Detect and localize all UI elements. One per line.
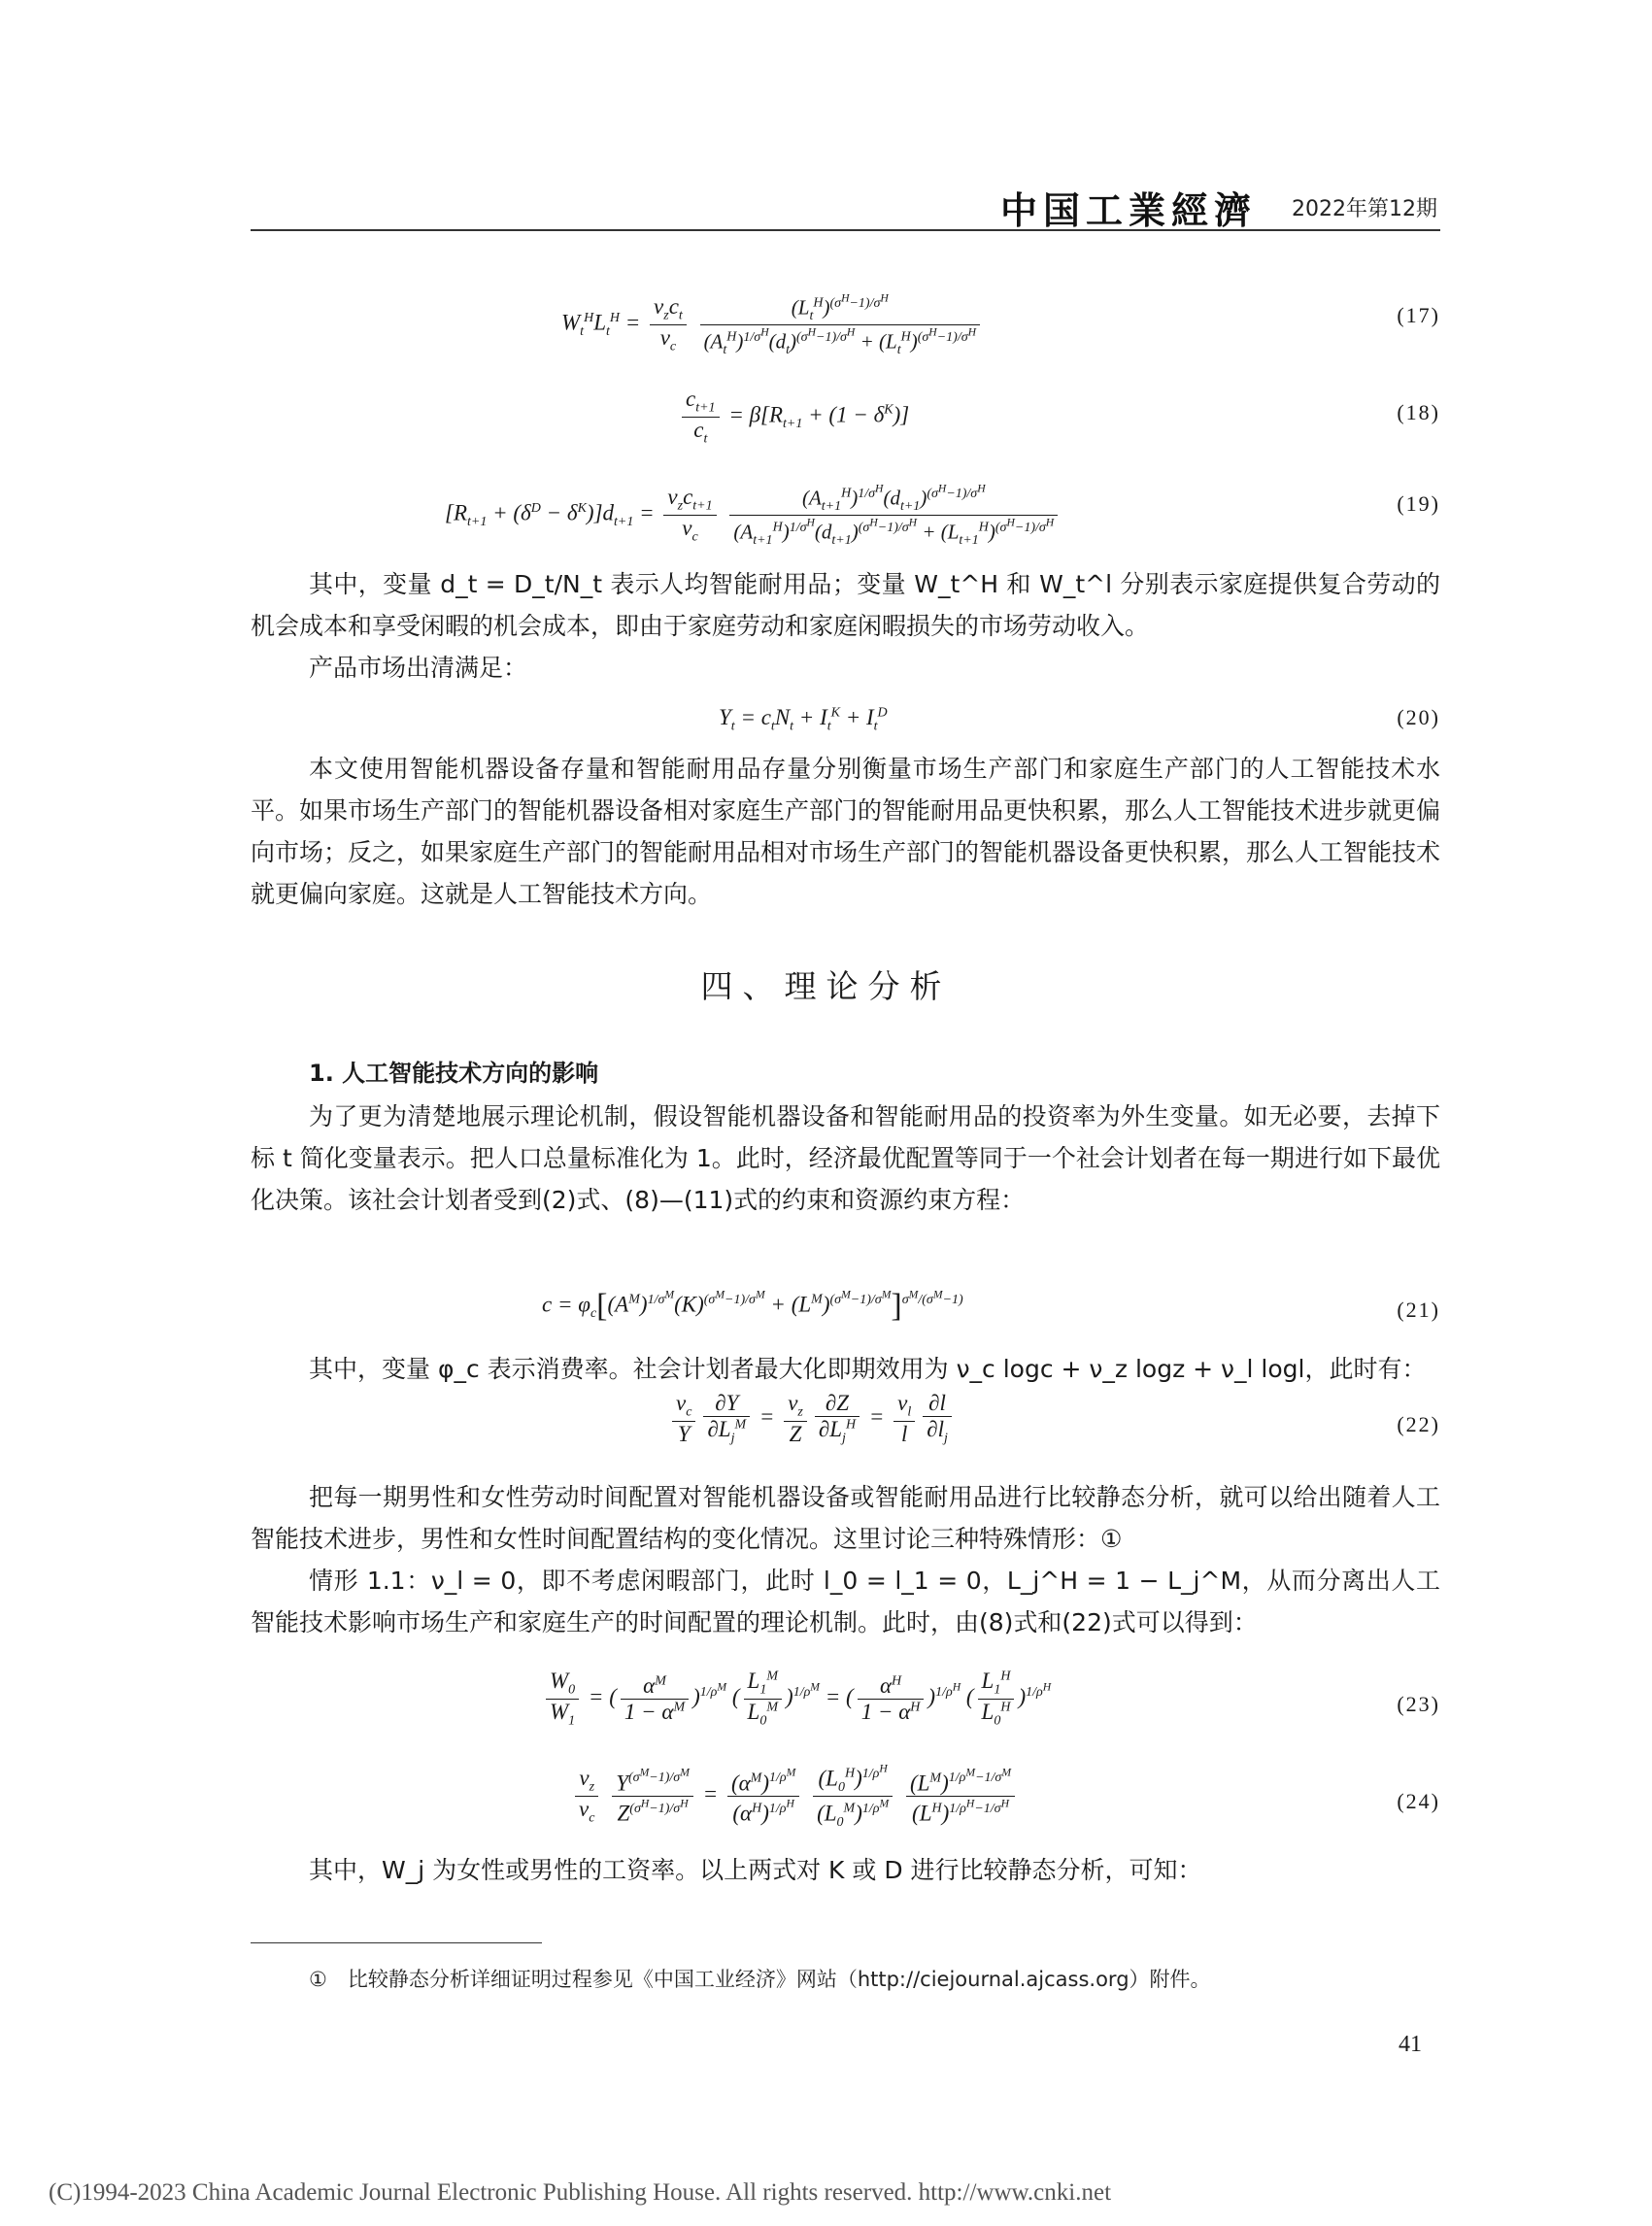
footnote-rule bbox=[251, 1942, 542, 1943]
equation-number: (23) bbox=[1397, 1692, 1440, 1716]
equation-number: (17) bbox=[1397, 303, 1440, 327]
paragraph: 产品市场出清满足： bbox=[309, 654, 528, 682]
journal-name: 中国工業經濟 bbox=[1000, 189, 1258, 232]
equation-number: (24) bbox=[1397, 1789, 1440, 1813]
equation-18: $\frac{c_{t+1}}{c_t}$ = $\beta[R_{t+1} + (1 - \delta^K)]$ (18) bbox=[251, 387, 1440, 455]
equation-number: (21) bbox=[1397, 1298, 1440, 1322]
equation-number: (22) bbox=[1397, 1412, 1440, 1436]
equation-24: $\frac{\nu_z}{\nu_c}$ $\frac{Y^{(\sigma^M-1)/\sigma^M}}{Z^{(\sigma^H-1)/\sigma^H}}$ = $\frac{(\alpha^M)^{1/\rho^M}}{(\alpha^H)^{1/\rho^H}}$ $\frac{(L_0^H)^{1/\rho^H}}{(L_0^M)^{1/\rho^M}}$ $\frac{(L^M)^{1/\rho^M-1/\sigma^M}}{(L^H)^{1/\rho^H-1/\sigma^H}}$ (24) bbox=[251, 1756, 1440, 1853]
equation-number: (19) bbox=[1397, 491, 1440, 516]
paragraph: 为了更为清楚地展示理论机制，假设智能机器设备和智能耐用品的投资率为外生变量。如无必要，去掉下标 t 简化变量表示。把人口总量标准化为 1。此时，经济最优配置等同于一个社会计划者在每一期进行如下最优化决策。该社会计划者受到(2)式、(8)—(11)式的约束和资源约束方程： bbox=[251, 1102, 1440, 1214]
equation-22: $\frac{\nu_c}{Y}$ $\frac{\partial Y}{\partial L_j^M}$ = $\frac{\nu_z}{Z}$ $\frac{\partial Z}{\partial L_j^H}$ = $\frac{\nu_l}{l}$ $\frac{\partial l}{\partial l_j}$ (22) bbox=[251, 1391, 1440, 1468]
copyright-notice: (C)1994-2023 China Academic Journal Electronic Publishing House. All rights reserved. http://www.cnki.net bbox=[49, 2179, 1112, 2206]
paragraph: 情形 1.1：ν_l = 0，即不考虑闲暇部门，此时 l_0 = l_1 = 0，L_j^H = 1 − L_j^M，从而分离出人工智能技术影响市场生产和家庭生产的时间配置的理论机制。此时，由(8)式和(22)式可以得到： bbox=[251, 1567, 1440, 1636]
equation-21: $c = \varphi_c[(A^M)^{1/\sigma^M}(K)^{(\sigma^M-1)/\sigma^M} + (L^M)^{(\sigma^M-1)/\sigma^M}]^{\sigma^M/(\sigma^M-1)}$ (21) bbox=[542, 1288, 1440, 1325]
paragraph: 其中，变量 d_t = D_t/N_t 表示人均智能耐用品；变量 W_t^H 和 W_t^l 分别表示家庭提供复合劳动的机会成本和享受闲暇的机会成本，即由于家庭劳动和家庭闲暇损失的市场劳动收入。 bbox=[251, 570, 1440, 640]
equation-number: (20) bbox=[1397, 705, 1440, 729]
equation-19: $[R_{t+1} + (\delta^D - \delta^K)]d_{t+1}$ = $\frac{\nu_zc_{t+1}}{\nu_c}$ $\frac{(A_{t+1}^H)^{1/\sigma^H}(d_{t+1})^{(\sigma^H-1)/\sigma^H}}{(A_{t+1}^H)^{1/\sigma^H}(d_{t+1})^{(\sigma^H-1)/\sigma^H} + (L_{t+1}^H)^{(\sigma^H-1)/\sigma^H}}$ (19) bbox=[445, 482, 1440, 548]
footnote: ① 比较静态分析详细证明过程参见《中国工业经济》网站（http://ciejournal.ajcass.org）附件。 bbox=[309, 1968, 1211, 1991]
paragraph: 把每一期男性和女性劳动时间配置对智能机器设备或智能耐用品进行比较静态分析，就可以给出随着人工智能技术进步，男性和女性时间配置结构的变化情况。这里讨论三种特殊情形：① bbox=[251, 1483, 1440, 1553]
page-number: 41 bbox=[1399, 2032, 1422, 2057]
issue-label: 2022年第12期 bbox=[1292, 197, 1437, 221]
equation-23: $\frac{W_0}{W_1}$ = ( $\frac{\alpha^M}{1 - \alpha^M}$ )$^{1/\rho^M}$ ( $\frac{L_1^M}{L_0^M}$ )$^{1/\rho^M}$ = ( $\frac{\alpha^H}{1 - \alpha^H}$ )$^{1/\rho^H}$ ( $\frac{L_1^H}{L_0^H}$ )$^{1/\rho^H}$ (23) bbox=[251, 1663, 1440, 1750]
paragraph: 其中，W_j 为女性或男性的工资率。以上两式对 K 或 D 进行比较静态分析，可知： bbox=[309, 1856, 1202, 1884]
equation-number: (18) bbox=[1397, 400, 1440, 424]
equation-20: $Y_t = c_tN_t + I_t^K + I_t^D$ (20) bbox=[719, 705, 1440, 734]
equation-17: $W_t^HL_t^H$ = $\frac{\nu_zc_t}{\nu_c}$ $\frac{(L_t^H)^{(\sigma^H-1)/\sigma^H}}{(A_t^H)^{1/\sigma^H}(d_t)^{(\sigma^H-1)/\sigma^H} + (L_t^H)^{(\sigma^H-1)/\sigma^H}}$ (17) bbox=[561, 291, 1440, 357]
header-rule bbox=[251, 229, 1440, 231]
subsection-title: 1. 人工智能技术方向的影响 bbox=[309, 1060, 599, 1087]
paragraph: 其中，变量 φ_c 表示消费率。社会计划者最大化即期效用为 ν_c logc + ν_z logz + ν_l logl，此时有： bbox=[309, 1355, 1427, 1383]
paragraph: 本文使用智能机器设备存量和智能耐用品存量分别衡量市场生产部门和家庭生产部门的人工智能技术水平。如果市场生产部门的智能机器设备相对家庭生产部门的智能耐用品更快积累，那么人工智能技术进步就更偏向市场；反之，如果家庭生产部门的智能耐用品相对市场生产部门的智能机器设备更快积累，那么人工智能技术就更偏向家庭。这就是人工智能技术方向。 bbox=[251, 755, 1441, 908]
section-title: 四、理论分析 bbox=[700, 967, 952, 1005]
